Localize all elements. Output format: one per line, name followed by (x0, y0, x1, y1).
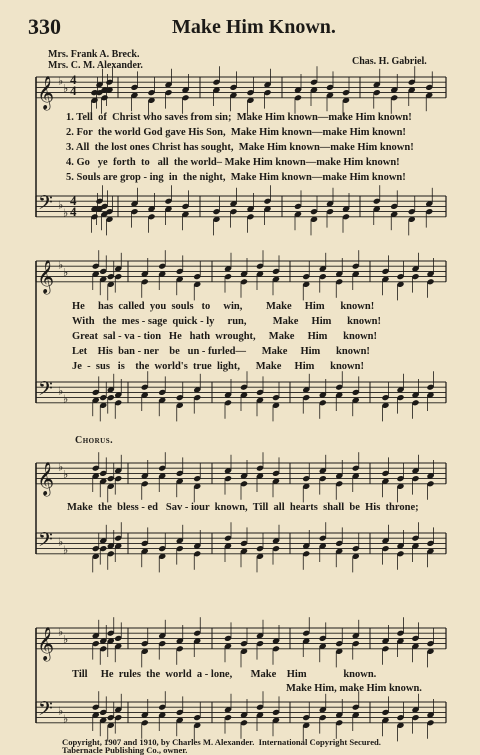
verse-1-line-1: 1. Tell of Christ who saves from sin; Make Him known—make Him known! (66, 112, 412, 123)
time-signature-treble: 4 4 (70, 72, 77, 98)
flat-sign: ♭ (63, 266, 69, 280)
flat-sign: ♭ (63, 206, 69, 220)
flat-sign: ♭ (58, 198, 64, 212)
verse-3-line-1: 3. All the lost ones Christ has sought, Make Him known—make Him known! (66, 142, 414, 153)
flat-sign: ♭ (63, 712, 69, 726)
flat-sign: ♭ (58, 535, 64, 549)
flat-sign: ♭ (63, 468, 69, 482)
chorus-line-2: Till He rules the world a - lone, Make Him known. (72, 669, 377, 680)
flat-sign: ♭ (58, 460, 64, 474)
chorus-line-1: Make the bless - ed Sav - iour known, Till all hearts shall be His throne; (67, 502, 419, 513)
author-credit-2: Mrs. C. M. Alexander. (48, 60, 143, 71)
time-signature-bass: 4 4 (70, 193, 77, 219)
flat-sign: ♭ (63, 82, 69, 96)
verse-2-line-2: With the mes - sage quick - ly run, Make Him known! (72, 316, 381, 327)
verse-5-line-1: 5. Souls are grop - ing in the night, Make Him known—make Him known! (66, 172, 406, 183)
flat-sign: ♭ (63, 392, 69, 406)
flat-sign: ♭ (58, 384, 64, 398)
chorus-label: Chorus. (75, 435, 114, 446)
bass-clef: 𝄢 (38, 698, 53, 725)
bass-clef: 𝄢 (38, 529, 53, 556)
bass-clef: 𝄢 (38, 192, 53, 219)
flat-sign: ♭ (58, 74, 64, 88)
flat-sign: ♭ (58, 625, 64, 639)
hymn-number: 330 (28, 14, 61, 39)
copyright-line-2: Tabernacle Publishing Co., owner. (62, 745, 188, 755)
verse-4-line-2: Let His ban - ner be un - furled— Make Him known! (72, 346, 370, 357)
hymn-title: Make Him Known. (172, 16, 336, 38)
treble-clef: 𝄞 (37, 74, 55, 109)
bass-clef: 𝄢 (38, 378, 53, 405)
treble-clef: 𝄞 (37, 460, 55, 495)
verse-2-line-1: 2. For the world God gave His Son, Make Him known—make Him known! (66, 127, 406, 138)
verse-5-line-2: Je - sus is the world's true light, Make Him known! (72, 361, 364, 372)
treble-clef: 𝄞 (37, 625, 55, 660)
verse-1-line-2: He has called you souls to win, Make Him known! (72, 301, 375, 312)
composer-credit: Chas. H. Gabriel. (352, 56, 427, 67)
flat-sign: ♭ (63, 633, 69, 647)
flat-sign: ♭ (58, 704, 64, 718)
flat-sign: ♭ (58, 258, 64, 272)
flat-sign: ♭ (63, 543, 69, 557)
copyright-line-1: Copyright, 1907 and 1910, by Charles M. Alexander. International Copyright Secured. (62, 737, 381, 747)
verse-4-line-1: 4. Go ye forth to all the world– Make Him known—make Him known! (66, 157, 400, 168)
treble-clef: 𝄞 (37, 258, 55, 293)
author-credit-1: Mrs. Frank A. Breck. (48, 49, 140, 60)
verse-3-line-2: Great sal - va - tion He hath wrought, Make Him known! (72, 331, 377, 342)
chorus-line-3: Make Him, make Him known. (286, 683, 422, 694)
